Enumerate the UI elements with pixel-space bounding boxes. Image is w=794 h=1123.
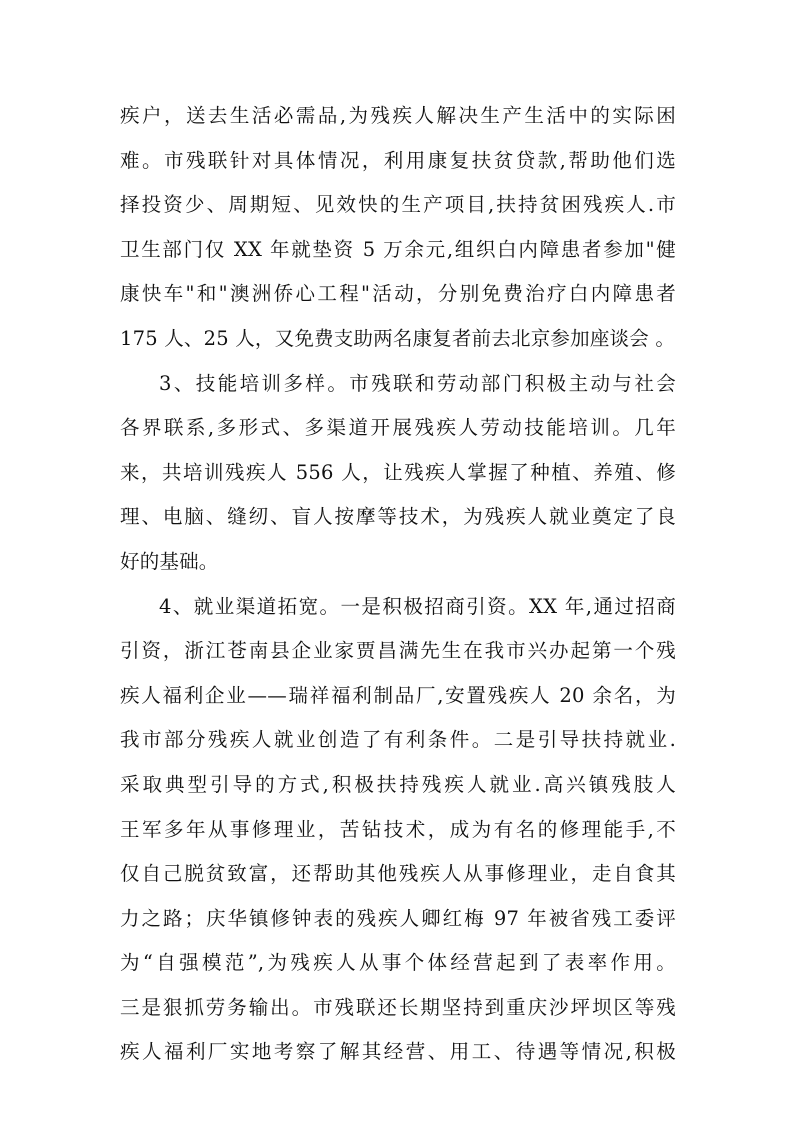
text-line: 各界联系,多形式、多渠道开展残疾人劳动技能培训。几年 bbox=[120, 416, 676, 440]
body-text bbox=[120, 94, 676, 1075]
text-line: 康快车"和"澳洲侨心工程"活动，分别免费治疗白内障患者 bbox=[120, 282, 676, 306]
text-line: 力之路；庆华镇修钟表的残疾人卿红梅 97 年被省残工委评 bbox=[120, 906, 676, 930]
text-line: 175 人、25 人，又免费支助两名康复者前去北京参加座谈会 。 bbox=[120, 326, 676, 350]
text-line: 为“自强模范”,为残疾人从事个体经营起到了表率作用。 bbox=[120, 951, 676, 975]
text-line: 引资，浙江苍南县企业家贾昌满先生在我市兴办起第一个残 bbox=[120, 639, 676, 663]
text-line: 卫生部门仅 XX 年就垫资 5 万余元,组织白内障患者参加"健 bbox=[120, 237, 676, 261]
text-line: 来，共培训残疾人 556 人，让残疾人掌握了种植、养殖、修 bbox=[120, 460, 676, 484]
text-line: 王军多年从事修理业，苦钻技术，成为有名的修理能手,不 bbox=[120, 817, 676, 841]
text-line: 仅自己脱贫致富，还帮助其他残疾人从事修理业，走自食其 bbox=[120, 862, 676, 886]
paragraph-heading-line: 4、就业渠道拓宽。一是积极招商引资。XX 年,通过招商 bbox=[159, 594, 676, 618]
text-line: 我市部分残疾人就业创造了有利条件。二是引导扶持就业. bbox=[120, 728, 676, 752]
text-line: 理、电脑、缝纫、盲人按摩等技术，为残疾人就业奠定了良 bbox=[120, 505, 676, 529]
text-line: 难。市残联针对具体情况，利用康复扶贫贷款,帮助他们选 bbox=[120, 148, 676, 172]
text-line: 好的基础。 bbox=[120, 549, 219, 573]
text-line: 疾人福利厂实地考察了解其经营、用工、待遇等情况,积极 bbox=[120, 1040, 676, 1064]
text-line: 三是狠抓劳务输出。市残联还长期坚持到重庆沙坪坝区等残 bbox=[120, 995, 676, 1019]
text-line: 采取典型引导的方式,积极扶持残疾人就业.高兴镇残肢人 bbox=[120, 772, 676, 796]
text-line: 疾户，送去生活必需品,为残疾人解决生产生活中的实际困 bbox=[120, 104, 676, 127]
paragraph-heading-line: 3、技能培训多样。市残联和劳动部门积极主动与社会 bbox=[159, 371, 676, 395]
text-line: 疾人福利企业——瑞祥福利制品厂,安置残疾人 20 余名，为 bbox=[120, 683, 676, 707]
text-line: 择投资少、周期短、见效快的生产项目,扶持贫困残疾人.市 bbox=[120, 193, 676, 217]
